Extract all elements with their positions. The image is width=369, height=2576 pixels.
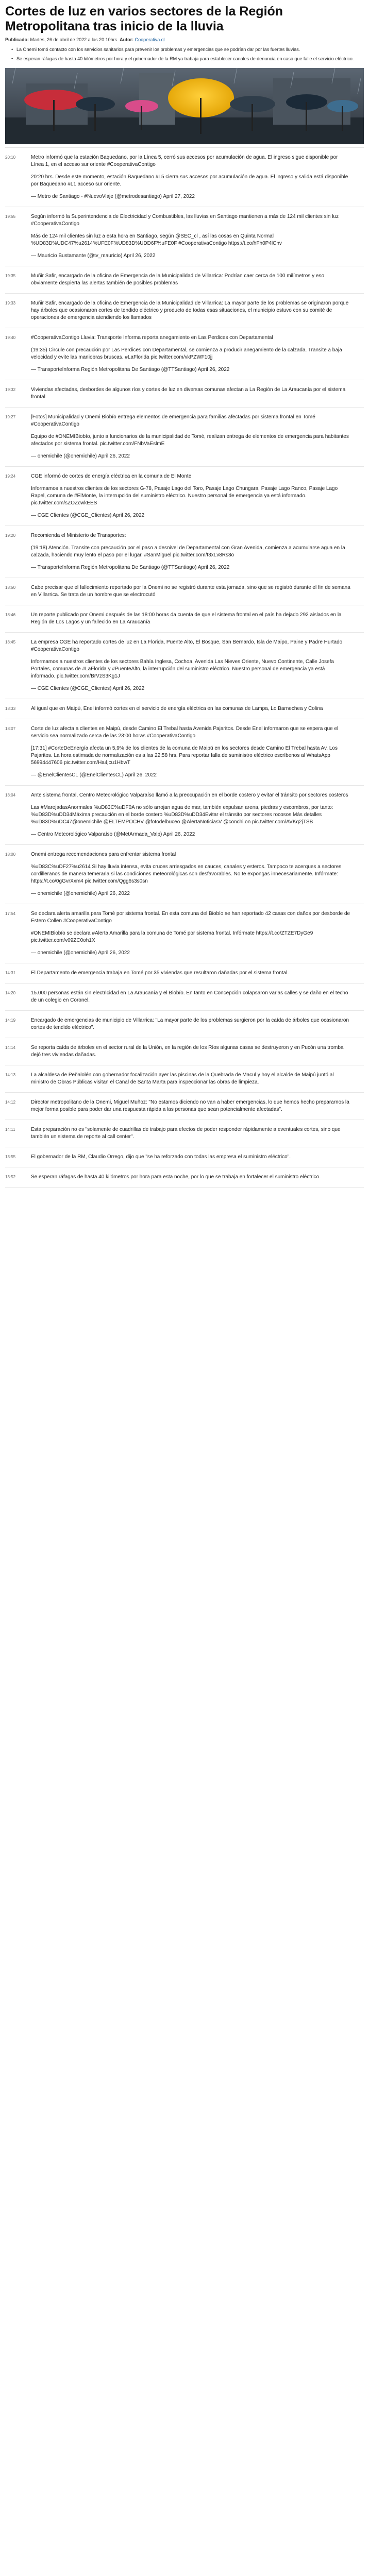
entry-paragraph: (19:18) Atención. Transite con precaución por el paso a desnivel de Departamental con Gran Avenida, comienza a acumularse agua en la calzada, haciendo muy lento el paso por el lugar. #SanMiguel pic.twitter.com/t3xLv8Rs8o: [31, 545, 345, 558]
entry-time: 19:35: [5, 274, 16, 278]
live-entry: [5, 699, 364, 719]
entry-paragraph: Según informó la Superintendencia de Electricidad y Combustibles, las lluvias en Santiago mantienen a más de 124 mil clientes sin luz #CooperativaContigo: [31, 214, 339, 227]
entry-body: [31, 414, 364, 460]
live-entry: [5, 1120, 364, 1147]
live-entry: [5, 1093, 364, 1120]
entry-body: [31, 612, 364, 626]
live-entry: [5, 467, 364, 526]
entry-paragraph: Recomienda el Ministerio de Transportes:: [31, 533, 126, 538]
live-entry: [5, 578, 364, 605]
rain-umbrellas-illustration: [5, 68, 364, 144]
entry-paragraph: El gobernador de la RM, Claudio Orrego, dijo que "se ha reforzado con todas las empresa el suministro eléctrico".: [31, 1154, 291, 1160]
entry-time: 14:19: [5, 1018, 16, 1023]
entry-paragraph: — TransporteInforma Región Metropolitana De Santiago (@TTSantiago) April 26, 2022: [31, 367, 230, 372]
entry-time: 14:11: [5, 1127, 15, 1132]
entry-paragraph: 20:20 hrs. Desde este momento, estación Baquedano #L5 cierra sus accesos por acumulación de agua. El ingreso y salida está disponible por Baquedano #L1 acceso sur oriente.: [31, 174, 348, 187]
author-label: Autor:: [120, 37, 134, 42]
entry-body: [31, 1154, 364, 1161]
live-entry: [5, 266, 364, 294]
entry-time: 13:55: [5, 1155, 16, 1159]
entry-time: 14:12: [5, 1100, 16, 1105]
entry-paragraph: Onemi entrega recomendaciones para enfrentar sistema frontal: [31, 852, 176, 857]
hero-image: [5, 68, 364, 144]
entry-time: 17:54: [5, 911, 16, 916]
summary-item: • Se esperan ráfagas de hasta 40 kilómetros por hora y el gobernador de la RM ya trabaja para establecer canales de denuncia en caso que falle el servicio eléctrico.: [11, 56, 364, 62]
entry-body: [31, 970, 364, 977]
entry-time: 18:04: [5, 793, 16, 798]
entry-time: 19:20: [5, 533, 16, 538]
live-entry: [5, 904, 364, 963]
entry-paragraph: Director metropolitano de la Onemi, Miguel Muñoz: "No estamos diciendo no van a haber emergencias, lo que hemos hecho prepararnos la mejor forma posible para poder dar una respuesta rápida a las personas que sean potencialmente afectadas".: [31, 1099, 349, 1112]
entry-body: [31, 1044, 364, 1059]
live-entry: [5, 633, 364, 699]
entry-paragraph: (19:35) Circule con precaución por Las Perdices con Departamental, se comienza a producir anegamiento de la calzada. Transite a baja velocidad y evite las maniobras bruscas. #LaFlorida pic.twitter.com/vkPZWF10jj: [31, 347, 342, 360]
entry-paragraph: Más de 124 mil clientes sin luz a esta hora en Santiago, según @SEC_cl , así las cosas en Quinta Normal %UD83D%UDC47%u2614%UFE0F%UD83D%UDD6F%uFE0F #CooperativaContigo https://t.co/hFh0P4lCnv: [31, 233, 282, 246]
entry-paragraph: Muñir Safir, encargado de la oficina de Emergencia de la Municipalidad de Villarrica: La mayor parte de los problemas se originaron porque hay árboles que ocasionaron cortes de tendido eléctrico y producto de todas esas situaciones, el municipio estuvo con su comité de operaciones de emergencia atendiendo los llamados: [31, 300, 349, 320]
live-entry: [5, 984, 364, 1011]
live-entry: [5, 845, 364, 904]
entry-paragraph: Esta preparación no es "solamente de cuadrillas de trabajo para efectos de poder responder rápidamente a eventuales cortes, sino que también un sistema de reporte al call center".: [31, 1127, 341, 1140]
entry-time: 14:13: [5, 1073, 16, 1077]
article-byline: [5, 37, 364, 42]
entry-paragraph: — Centro Meteorológico Valparaíso (@MetArmada_Valp) April 26, 2022: [31, 832, 195, 837]
article-title: Cortes de luz en varios sectores de la Región Metropolitana tras inicio de la lluvia: [5, 4, 283, 33]
author-link[interactable]: Cooperativa.cl: [135, 37, 165, 42]
entry-paragraph: Cabe precisar que el fallecimiento reportado por la Onemi no se registró durante esta jornada, sino que se registró durante el fin de semana en Villarrica. Se trata de un hombre que se electrocutó: [31, 585, 350, 598]
entry-time: 18:00: [5, 852, 16, 857]
entry-body: [31, 705, 364, 713]
live-entry: [5, 526, 364, 578]
entry-paragraph: Corte de luz afecta a clientes en Maipú, desde Camino El Trebal hasta Avenida Pajaritos. Desde Enel informaron que se espera que el servicio sea normalizado cerca de las 23:00 horas #CooperativaContigo: [31, 726, 339, 739]
entry-time: 18:45: [5, 640, 16, 645]
entry-body: [31, 273, 364, 287]
entry-time: 18:07: [5, 726, 16, 731]
entry-paragraph: — @EnelClientesCL (@EnelClientesCL) April 26, 2022: [31, 772, 157, 778]
entry-body: [31, 213, 364, 260]
published-label: Publicado:: [5, 37, 29, 42]
entry-paragraph: Al igual que en Maipú, Enel informó cortes en el servicio de energía eléctrica en las comunas de Lampa, Lo Barnechea y Colina: [31, 706, 323, 711]
live-entry: [5, 1065, 364, 1093]
entry-body: [31, 1126, 364, 1141]
entry-paragraph: Informamos a nuestros clientes de los sectores Bahía Inglesa, Cochoa, Avenida Las Nieves Oriente, Nuevo Continente, Calle Josefa Portales, comunas de #LaFlorida y #PuenteAlto, la interrupción del suministro eléctrico. Nuestro personal de emergencia ya está informado. pic.twitter.com/BrVzS3Kg1J: [31, 659, 334, 679]
entry-paragraph: — Metro de Santiago - #NuevoViaje (@metrodesantiago) April 27, 2022: [31, 194, 195, 199]
entry-paragraph: Se esperan ráfagas de hasta 40 kilómetros por hora para esta noche, por lo que se trabaja en fortalecer el suministro eléctrico.: [31, 1174, 321, 1180]
entry-time: 19:32: [5, 387, 16, 392]
entry-body: [31, 1072, 364, 1086]
published-value: Martes, 26 de abril de 2022 a las 20:10hrs.: [30, 37, 119, 42]
entry-time: 18:33: [5, 706, 16, 711]
live-entry: [5, 328, 364, 380]
entry-body: [31, 1174, 364, 1181]
live-entry: [5, 1167, 364, 1188]
live-entry: [5, 294, 364, 328]
entry-paragraph: [Fotos] Municipalidad y Onemi Biobío entrega elementos de emergencia para familias afectadas por sistema frontal en Tomé #CooperativaContigo: [31, 414, 315, 427]
live-entry: [5, 148, 364, 207]
live-entry: [5, 207, 364, 266]
live-entry: [5, 1147, 364, 1167]
entry-paragraph: #ONEMIBiobío se declara #Alerta Amarilla para la comuna de Tomé por sistema frontal. Infórmate https://t.co/ZTZE7DyGe9 pic.twitter.com/v09ZC0oh1X: [31, 930, 313, 943]
entry-paragraph: %uD83C%uDF27%u2614 Si hay lluvia intensa, evita cruces arriesgados en cauces, canales y esteros. Tampoco te acerques a sectores cordilleranos de manera temeraria si las condiciones meteorológicas son desfavorables. No te expongas innecesariamente. Infórmate: https://t.co/0gGvrXxm4 pic.twitter.com/Qgg6s3s0sn: [31, 864, 342, 884]
entry-paragraph: La alcaldesa de Peñalolén con gobernador focalización ayer las piscinas de la Quebrada de Macul y hoy el alcalde de Maipú juntó al ministro de Obras Públicas visitan el Canal de Santa Marta para inspeccionar las obras de limpieza.: [31, 1072, 334, 1085]
entry-body: [31, 1099, 364, 1113]
entry-paragraph: Se reporta caída de árboles en el sector rural de la Unión, en la región de los Ríos algunas casas se destruyeron y en Pucón una tromba dejó tres viviendas dañadas.: [31, 1045, 344, 1058]
entry-time: 14:20: [5, 991, 16, 995]
entry-time: 19:33: [5, 301, 16, 306]
entry-paragraph: 15.000 personas están sin electricidad en La Araucanía y el Biobío. En tanto en Concepción colapsaron varias calles y se daño en el techo de un colegio en Coronel.: [31, 990, 348, 1003]
entry-paragraph: — CGE Clientes (@CGE_Clientes) April 26, 2022: [31, 686, 145, 691]
live-entry: [5, 380, 364, 408]
summary-list: [5, 46, 364, 62]
entry-body: [31, 334, 364, 374]
entry-paragraph: [17:31] #CorteDeEnergía afecta un 5,9% de los clientes de la comuna de Maipú en los sectores desde Camino El Trebal hasta Av. Los Pajaritos. La hora estimada de normalización es a las 22:58 hrs. Para reportar falla de suministro eléctrico escríbenos al WhatsApp 56994447606 pic.twitter.com/Ha4jcu1HbwT: [31, 745, 338, 766]
entry-body: [31, 639, 364, 692]
entry-paragraph: CGE informó de cortes de energía eléctrica en la comuna de El Monte: [31, 473, 192, 479]
entry-body: [31, 300, 364, 321]
entry-paragraph: Encargado de emergencias de municipio de Villarrica: "La mayor parte de los problemas surgieron por la caída de árboles que ocasionaron cortes de tendido eléctrico".: [31, 1018, 349, 1030]
entry-paragraph: #CooperativaContigo Lluvia: Transporte Informa reporta anegamiento en Las Perdices con Departamental: [31, 335, 273, 341]
entry-paragraph: — onemichile (@onemichile) April 26, 2022: [31, 453, 130, 459]
live-entry: [5, 963, 364, 984]
entry-body: [31, 990, 364, 1004]
entry-time: 14:14: [5, 1045, 16, 1050]
live-entry: [5, 1011, 364, 1038]
entry-body: [31, 386, 364, 401]
entry-time: 19:40: [5, 335, 16, 340]
entry-paragraph: — TransporteInforma Región Metropolitana De Santiago (@TTSantiago) April 26, 2022: [31, 565, 230, 570]
live-entry: [5, 719, 364, 786]
entry-paragraph: Se declara alerta amarilla para Tomé por sistema frontal. En esta comuna del Biobío se han reportado 42 casas con daños por desborde de Estero Collen #CooperativaContigo: [31, 911, 350, 924]
entry-time: 18:50: [5, 585, 16, 590]
entry-time: 14:31: [5, 971, 16, 975]
entry-paragraph: Metro informó que la estación Baquedano, por la Línea 5, cerró sus accesos por acumulación de agua. El ingreso sigue disponible por Línea 1, en el acceso sur oriente #CooperativaContigo: [31, 155, 338, 167]
live-blog-page: [0, 0, 369, 1200]
entry-paragraph: Viviendas afectadas, desbordes de algunos ríos y cortes de luz en diversas comunas afectan a La Región de La Araucanía por el sistema frontal: [31, 387, 346, 400]
entry-paragraph: Muñir Safir, encargado de la oficina de Emergencia de la Municipalidad de Villarrica: Podrían caer cerca de 100 milímetros y eso obviamente despierta las alertas también de posibles problemas: [31, 273, 325, 286]
live-entry: [5, 605, 364, 633]
entry-paragraph: El Departamento de emergencia trabaja en Tomé por 35 viviendas que resultaron dañadas por el sistema frontal.: [31, 970, 289, 976]
entry-body: [31, 473, 364, 519]
entry-paragraph: — Mauricio Bustamante (@tv_mauricio) April 26, 2022: [31, 253, 156, 259]
live-entry: [5, 408, 364, 467]
entry-body: [31, 1017, 364, 1031]
entry-body: [31, 910, 364, 957]
entry-paragraph: Informamos a nuestros clientes de los sectores G-78, Pasaje Lago del Toro, Pasaje Lago Chungara, Pasaje Lago Ranco, Pasaje Lago Rapel, comuna de #ElMonte, la interrupción del suministro eléctrico. Nuestro personal de emergencia ya está informado. pic.twitter.com/sZOZcwkEES: [31, 486, 338, 506]
summary-item: • La Onemi tomó contacto con los servicios sanitarios para prevenir los problemas y emergencias que se podrían dar por las fuertes lluvias.: [11, 46, 364, 53]
entry-body: [31, 851, 364, 897]
entry-paragraph: Ante sistema frontal, Centro Meteorológico Valparaíso llamó a la preocupación en el borde costero y evitar el tránsito por sectores costeros: [31, 792, 348, 798]
entry-paragraph: La empresa CGE ha reportado cortes de luz en La Florida, Puente Alto, El Bosque, San Bernardo, Isla de Maipo, Paine y Padre Hurtado #CooperativaContigo: [31, 639, 343, 652]
live-entry: [5, 1038, 364, 1065]
entry-time: 19:55: [5, 214, 16, 219]
entry-paragraph: Un reporte publicado por Onemi después de las 18:00 horas da cuenta de que el sistema frontal en el país ha dejado 292 aislados en la Región de Los Lagos y un fallecido en La Araucanía: [31, 612, 342, 625]
entry-time: 18:46: [5, 613, 16, 617]
entry-paragraph: Las #MarejadasAnormales %uD83C%uDF0A no sólo arrojan agua de mar, también expulsan arena, piedras y escombros, por tanto: %uD83D%uDD34Máxima precaución en el borde costero %uD83D%uDD34Evitar el tránsito por sectores rocosos Más detalles %uD83D%uDC47@onemichile @ELTEMPOCHV @fotodelbuceo @AlertaNoticiasV @conchi.on pic.twitter.com/AVKq2jTSB: [31, 805, 333, 825]
entry-time: 19:27: [5, 415, 16, 419]
entry-paragraph: — CGE Clientes (@CGE_Clientes) April 26, 2022: [31, 513, 145, 518]
entry-body: [31, 584, 364, 599]
live-entries: [5, 147, 364, 1188]
entry-body: [31, 532, 364, 571]
entry-time: 13:52: [5, 1175, 16, 1179]
entry-body: [31, 154, 364, 200]
entry-paragraph: — onemichile (@onemichile) April 26, 2022: [31, 950, 130, 956]
entry-paragraph: Equipo de #ONEMIBiobío, junto a funcionarios de la municipalidad de Tomé, realizan entrega de elementos de emergencia para habitantes afectados por sistema frontal. pic.twitter.com/FNbVaEslmE: [31, 434, 349, 447]
entry-body: [31, 792, 364, 838]
live-entry: [5, 786, 364, 845]
entry-time: 19:24: [5, 474, 16, 479]
entry-paragraph: — onemichile (@onemichile) April 26, 2022: [31, 891, 130, 896]
entry-time: 20:10: [5, 155, 16, 160]
entry-body: [31, 725, 364, 779]
